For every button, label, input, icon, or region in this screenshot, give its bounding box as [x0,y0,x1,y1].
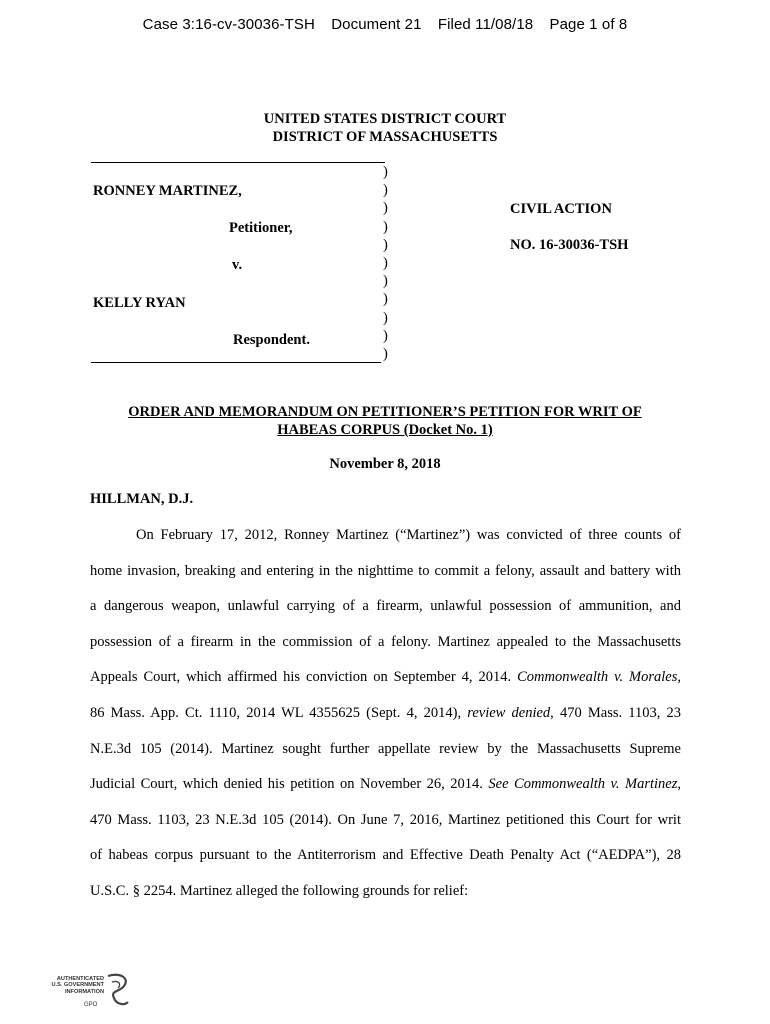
document-number: Document 21 [331,16,422,33]
judge-name: HILLMAN, D.J. [90,491,194,507]
order-title-line-2: HABEAS CORPUS (Docket No. 1) [277,422,493,438]
gpo-line: U.S. GOVERNMENT [51,982,104,989]
caption-paren: ) [383,327,388,344]
caption-paren: ) [383,164,388,180]
eagle-icon [102,972,132,1012]
gpo-label: GPO [84,1002,98,1008]
citation-signal: review denied [467,704,551,721]
line-text: 86 Mass. App. Ct. 1110, 2014 WL 4355625 (Sept. 4, 2014), [90,704,468,721]
line-text: Judicial Court, which denied his petition on November 26, 2014. [90,776,489,793]
line-text: Appeals Court, which affirmed his conviction on September 4, 2014. [90,669,518,686]
gpo-seal-text [44,976,104,995]
paragraph-line: home invasion, breaking and entering in the nighttime to commit a felony, assault and battery with [90,562,681,579]
caption-divider [383,163,393,363]
line-text: , [677,776,681,793]
gpo-line: INFORMATION [64,988,104,995]
caption-paren: ) [383,200,388,217]
order-date: November 8, 2018 [329,456,441,472]
paragraph-line: N.E.3d 105 (2014). Martinez sought further appellate review by the Massachusetts Supreme [90,740,681,757]
paragraph-line: possession of a firearm in the commission of a felony. Martinez appealed to the Massachusetts [90,633,681,650]
respondent-role: Respondent. [233,332,310,348]
caption-paren: ) [383,236,388,253]
line-text: , 470 Mass. 1103, 23 [550,704,681,721]
caption-paren: ) [383,309,388,326]
case-number: Case 3:16-cv-30036-TSH [142,16,315,33]
gpo-authentication-seal [44,972,134,1018]
paragraph-line: On February 17, 2012, Ronney Martinez (“Martinez”) was convicted of three counts of [136,527,681,543]
paragraph-line: a dangerous weapon, unlawful carrying of a firearm, unlawful possession of ammunition, and [90,598,681,615]
case-citation: See Commonwealth v. Martinez [488,776,678,793]
petitioner-role: Petitioner, [229,220,293,236]
paragraph-line: 470 Mass. 1103, 23 N.E.3d 105 (2014). On June 7, 2016, Martinez petitioned this Court for writ [90,811,681,828]
caption-paren: ) [383,254,388,271]
paragraph-line: of habeas corpus pursuant to the Antiterrorism and Effective Death Penalty Act (“AEDPA”), 28 [90,847,681,864]
petitioner-name: RONNEY MARTINEZ, [93,183,242,199]
caption-paren: ) [383,345,388,362]
paragraph-line: U.S.C. § 2254. Martinez alleged the following grounds for relief: [90,882,469,899]
paragraph-line [90,660,681,696]
filing-header [0,16,770,33]
court-district: DISTRICT OF MASSACHUSETTS [272,129,498,145]
order-title-line-1: ORDER AND MEMORANDUM ON PETITIONER’S PETITION FOR WRIT OF [128,404,642,420]
filed-date: Filed 11/08/18 [437,16,534,33]
caption-top-rule [91,162,385,163]
paragraph-line [90,696,681,732]
court-name: UNITED STATES DISTRICT COURT [263,111,507,127]
page-indicator: Page 1 of 8 [549,16,628,33]
opinion-paragraph [90,518,681,910]
paragraph-line [90,767,681,803]
caption-paren: ) [383,218,388,235]
line-text: , [677,669,681,686]
civil-action-label: CIVIL ACTION [510,201,612,217]
versus: v. [232,257,243,273]
civil-action-number: NO. 16-30036-TSH [510,237,629,253]
caption-paren: ) [383,291,388,308]
caption-paren: ) [383,273,388,290]
case-citation: Commonwealth v. Morales [517,669,678,686]
caption-bottom-rule [91,362,381,363]
respondent-name: KELLY RYAN [93,295,186,311]
caption-paren: ) [383,182,388,199]
gpo-line: AUTHENTICATED [56,976,104,982]
